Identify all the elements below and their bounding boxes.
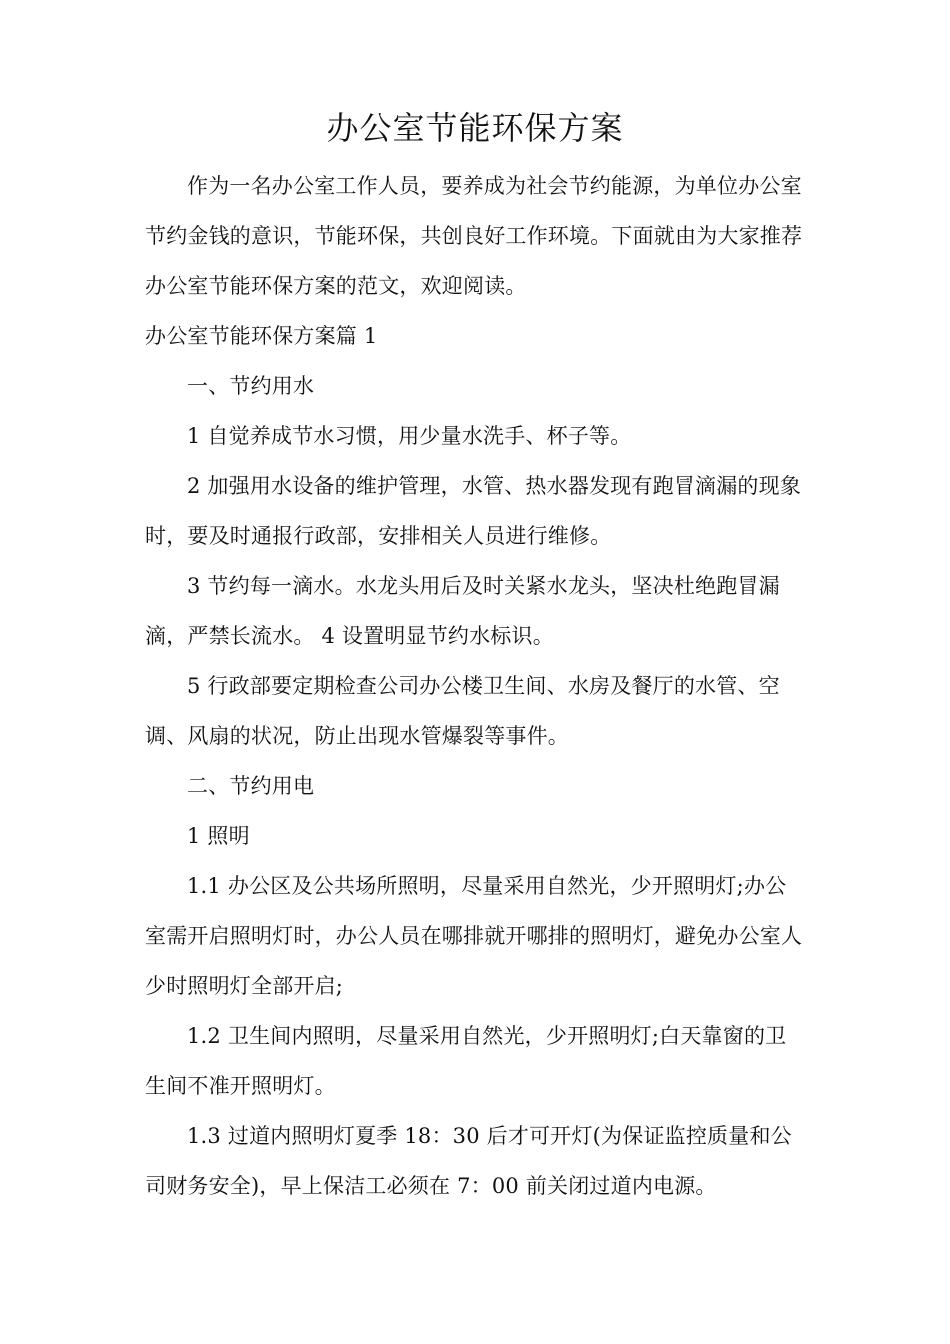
intro-paragraph: 作为一名办公室工作人员，要养成为社会节约能源，为单位办公室节约金钱的意识，节能环保，共创良好工作环境。下面就由为大家推荐办公室节能环保方案的范文，欢迎阅读。 <box>145 174 803 298</box>
subheading-water-saving: 一、节约用水 <box>187 374 315 398</box>
water-item-3-4: 3 节约每一滴水。水龙头用后及时关紧水龙头，坚决杜绝跑冒漏滴，严禁长流水。 4 设置明显节约水标识。 <box>145 574 780 648</box>
water-item-2: 2 加强用水设备的维护管理，水管、热水器发现有跑冒滴漏的现象时，要及时通报行政部，安排相关人员进行维修。 <box>145 474 802 548</box>
document-title: 办公室节能环保方案 <box>326 109 624 147</box>
lighting-item-1-2: 1.2 卫生间内照明，尽量采用自然光，少开照明灯;白天靠窗的卫生间不准开照明灯。 <box>145 1024 787 1098</box>
power-item-lighting: 1 照明 <box>187 824 250 848</box>
lighting-item-1-3: 1.3 过道内照明灯夏季 18：30 后才可开灯(为保证监控质量和公司财务安全)，早上保洁工必须在 7：00 前关闭过道内电源。 <box>145 1124 792 1198</box>
water-item-1: 1 自觉养成节水习惯，用少量水洗手、杯子等。 <box>187 424 632 448</box>
water-item-5: 5 行政部要定期检查公司办公楼卫生间、水房及餐厅的水管、空调、风扇的状况，防止出现水管爆裂等事件。 <box>145 674 780 748</box>
lighting-item-1-1: 1.1 办公区及公共场所照明，尽量采用自然光，少开照明灯;办公室需开启照明灯时，办公人员在哪排就开哪排的照明灯，避免办公室人少时照明灯全部开启; <box>145 874 803 998</box>
section-heading-part-1: 办公室节能环保方案篇 1 <box>145 324 378 348</box>
subheading-power-saving: 二、节约用电 <box>187 774 315 798</box>
